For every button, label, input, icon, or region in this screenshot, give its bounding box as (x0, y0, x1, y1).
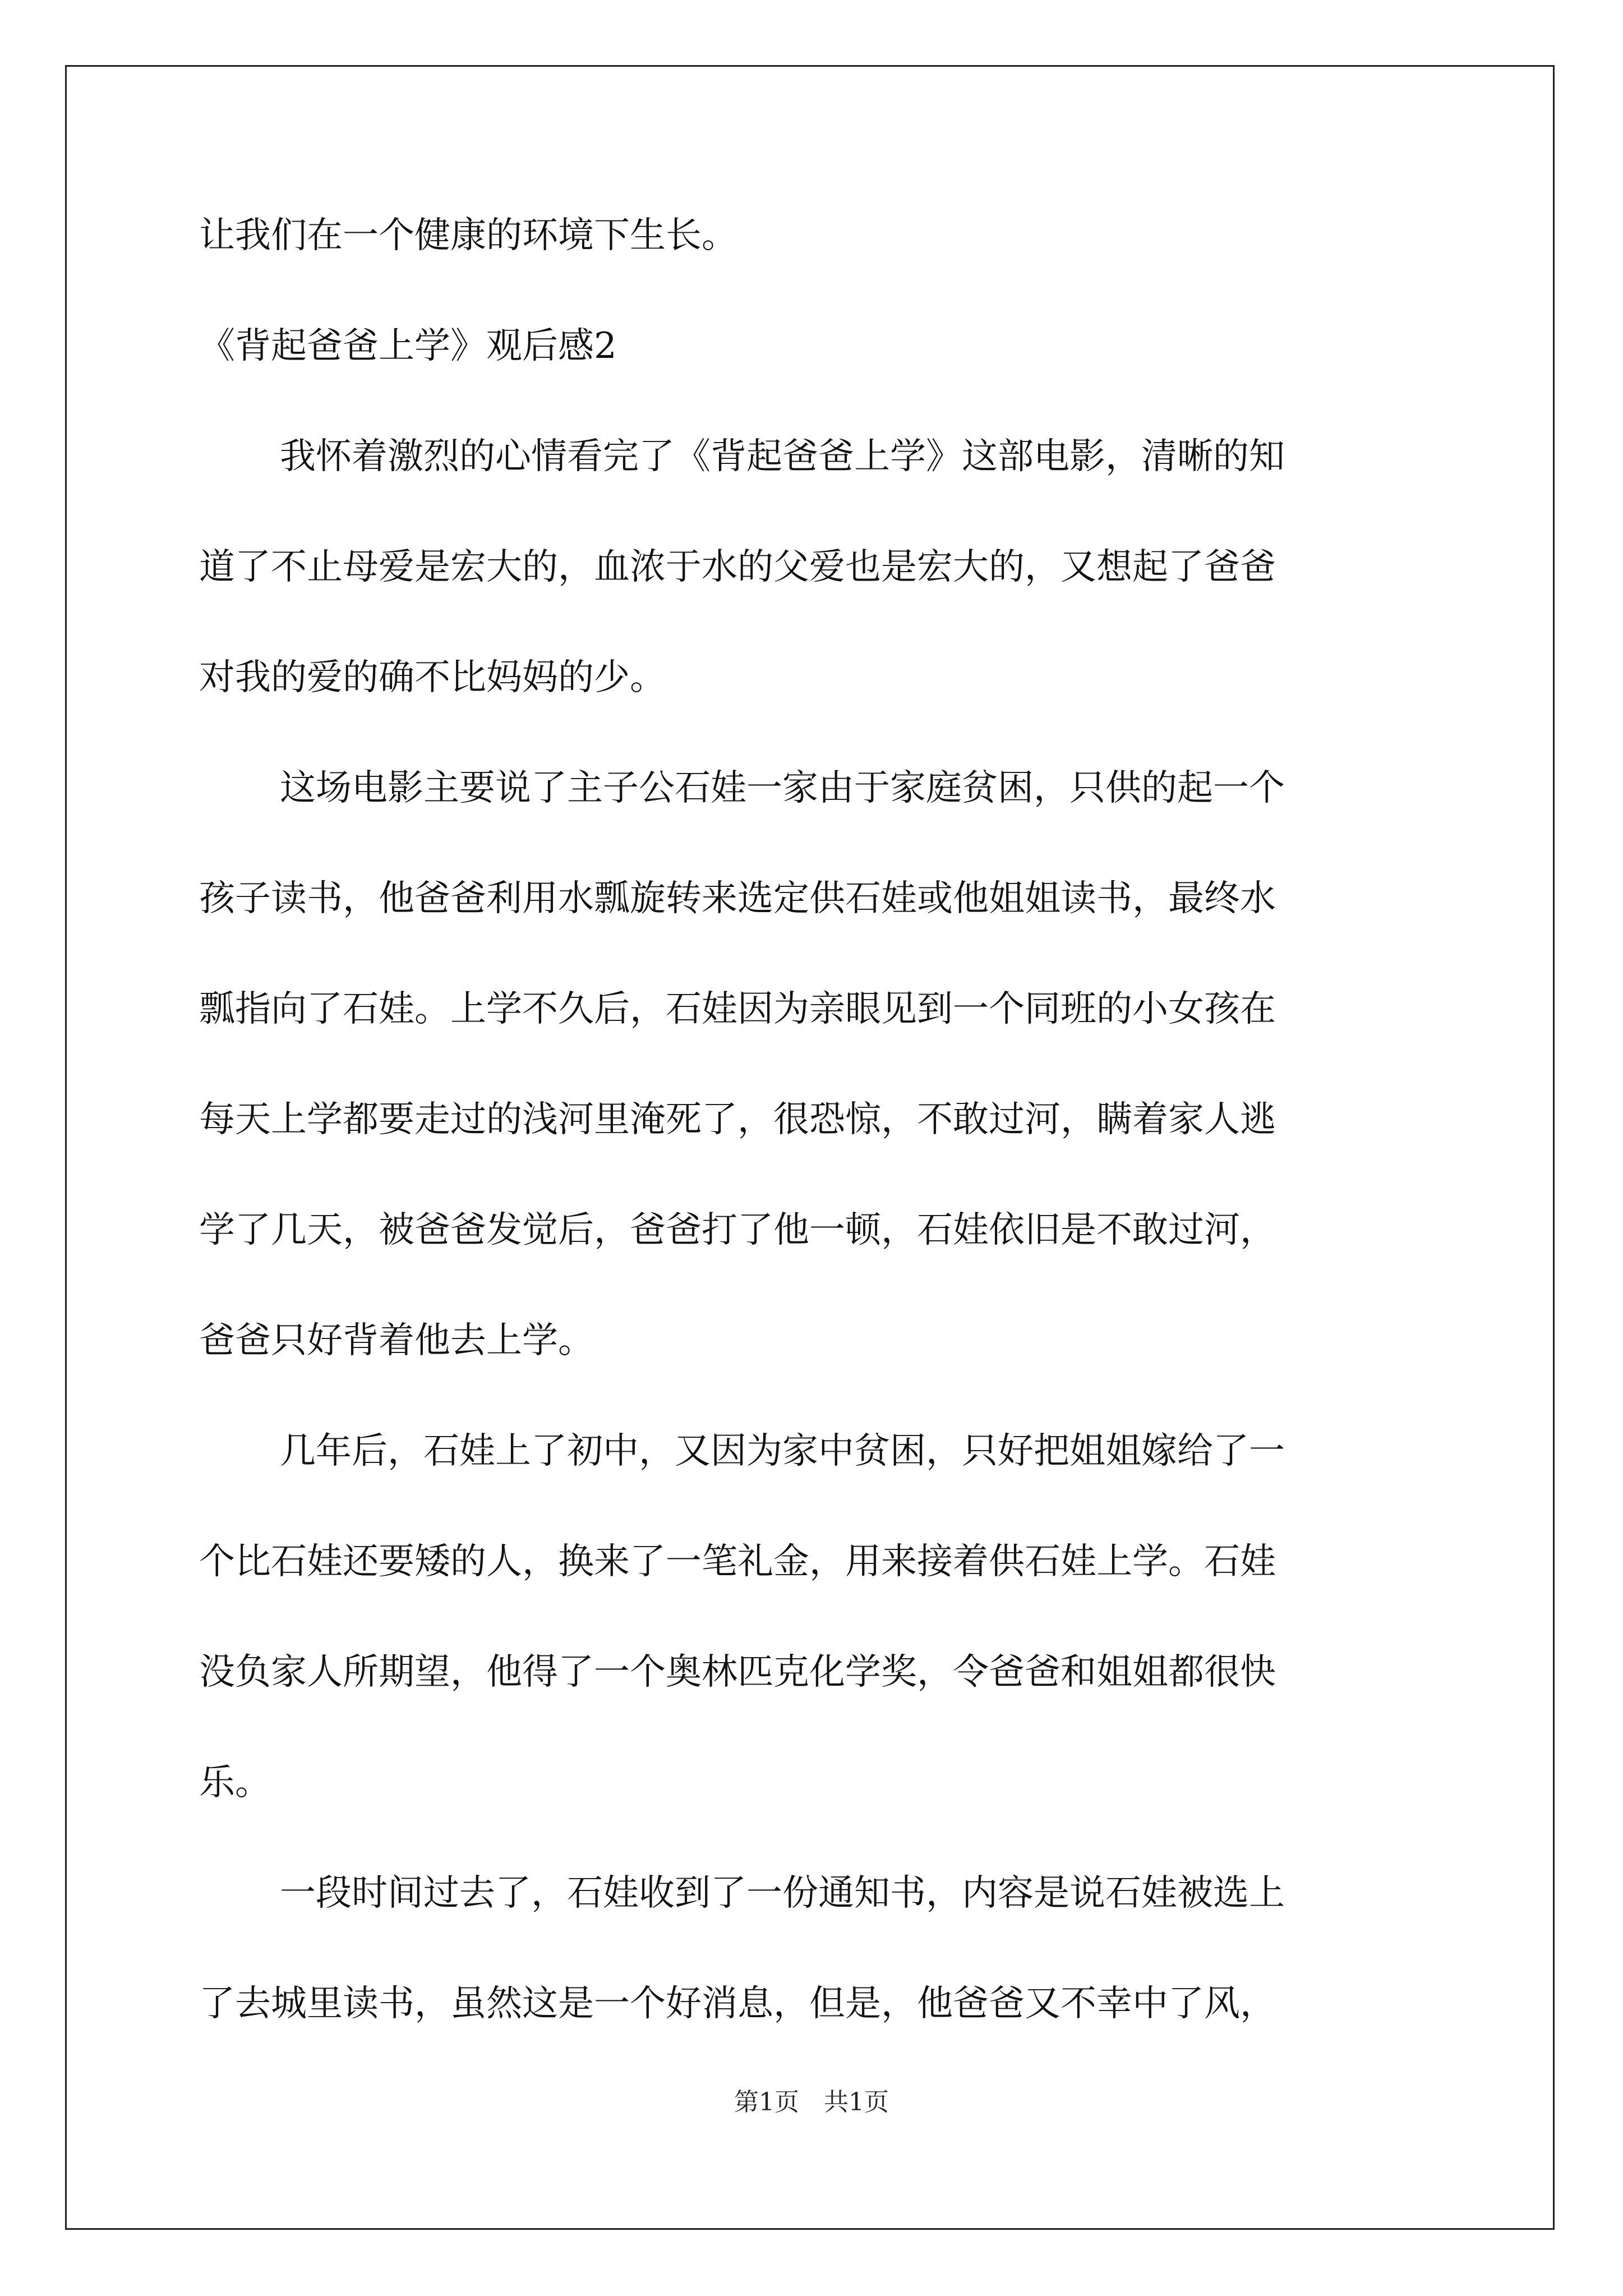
paragraph-line: 了去城里读书，虽然这是一个好消息，但是，他爸爸又不幸中了风， (199, 1983, 1276, 2024)
paragraph-line: 没负家人所期望，他得了一个奥林匹克化学奖，令爸爸和姐姐都很快 (199, 1651, 1276, 1693)
paragraph-line: 爸爸只好背着他去上学。 (199, 1320, 594, 1361)
paragraph-line: 个比石娃还要矮的人，换来了一笔礼金，用来接着供石娃上学。石娃 (199, 1541, 1276, 1582)
paragraph-line: 对我的爱的确不比妈妈的少。 (199, 657, 666, 698)
paragraph-line: 这场电影主要说了主子公石娃一家由于家庭贫困，只供的起一个 (280, 767, 1285, 809)
paragraph-line: 几年后，石娃上了初中，又因为家中贫困，只好把姐姐嫁给了一 (280, 1430, 1285, 1472)
page-footer (0, 2087, 1623, 2118)
paragraph-line: 孩子读书，他爸爸利用水瓢旋转来选定供石娃或他姐姐读书，最终水 (199, 878, 1276, 919)
paragraph-line: 让我们在一个健康的环境下生长。 (199, 215, 737, 256)
paragraph-line: 学了几天，被爸爸发觉后，爸爸打了他一顿，石娃依旧是不敢过河， (199, 1209, 1276, 1251)
paragraph-line: 瓢指向了石娃。上学不久后，石娃因为亲眼见到一个同班的小女孩在 (199, 988, 1276, 1030)
paragraph-line: 一段时间过去了，石娃收到了一份通知书，内容是说石娃被选上 (280, 1872, 1285, 1914)
paragraph-line: 道了不止母爱是宏大的，血浓于水的父爱也是宏大的，又想起了爸爸 (199, 546, 1276, 588)
section-title: 《背起爸爸上学》观后感2 (199, 325, 617, 367)
paragraph-line: 每天上学都要走过的浅河里淹死了，很恐惊，不敢过河，瞒着家人逃 (199, 1099, 1276, 1140)
page-total: 共1页 (824, 2088, 889, 2116)
paragraph-line: 乐。 (199, 1762, 271, 1803)
page-number: 第1页 (734, 2088, 799, 2116)
document-body (199, 213, 1433, 2026)
paragraph-line: 我怀着激烈的心情看完了《背起爸爸上学》这部电影，清晰的知 (280, 436, 1285, 477)
